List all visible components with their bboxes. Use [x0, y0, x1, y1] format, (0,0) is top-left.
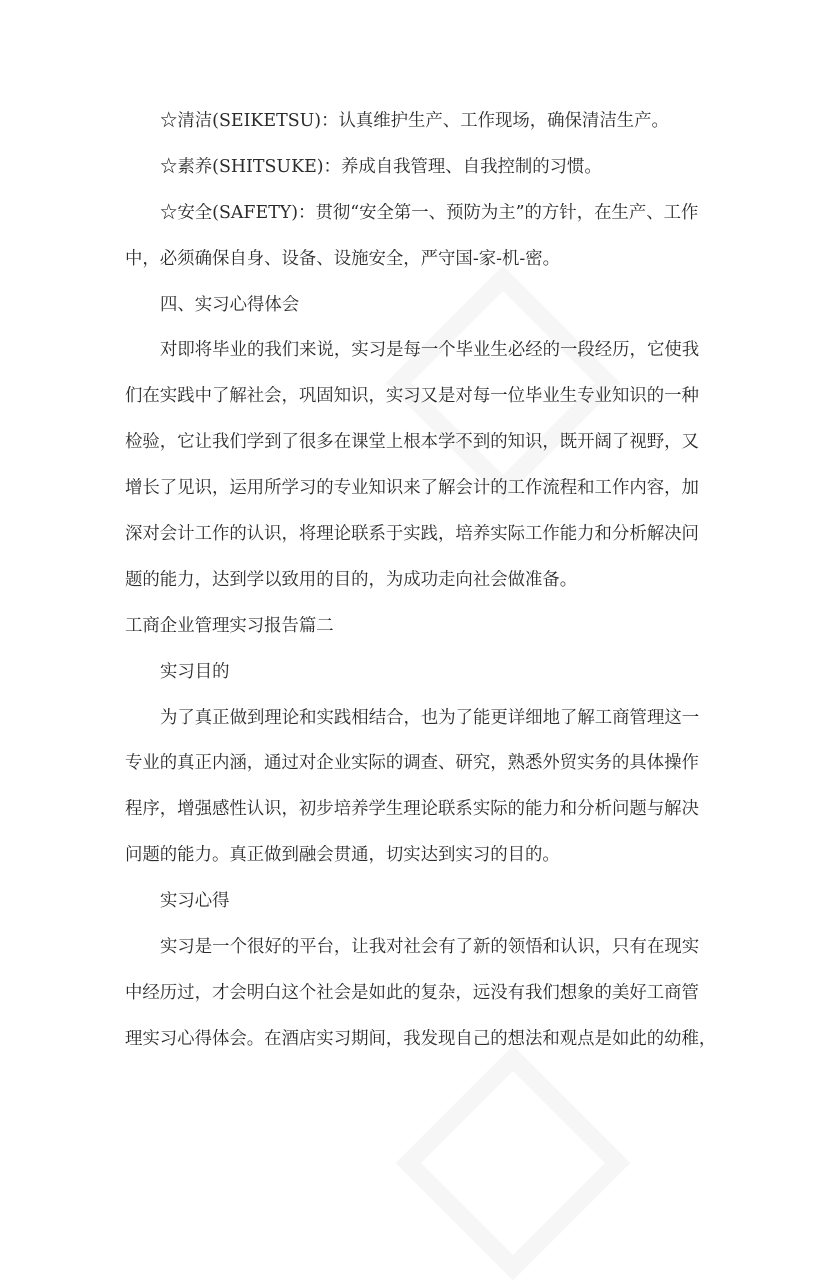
text-line: 工商企业管理实习报告篇二 [125, 615, 334, 636]
paragraph [125, 283, 725, 329]
paragraph [125, 191, 725, 283]
text-line: ☆素养(SHITSUKE)：养成自我管理、自我控制的习惯。 [160, 156, 602, 177]
document-page [125, 99, 725, 1063]
text-line: 们在实践中了解社会，巩固知识，实习又是对每一位毕业生专业知识的一种 [125, 386, 699, 407]
text-line: 增长了见识，运用所学习的专业知识来了解会计的工作流程和工作内容，加 [125, 478, 699, 499]
text-line: 中，必须确保自身、设备、设施安全，严守国-家-机-密。 [125, 248, 561, 269]
paragraph [125, 145, 725, 191]
text-line: 中经历过，才会明白这个社会是如此的复杂，远没有我们想象的美好工商管 [125, 982, 699, 1003]
text-line: 为了真正做到理论和实践相结合，也为了能更详细地了解工商管理这一 [160, 707, 700, 728]
watermark-logo [396, 1046, 631, 1280]
text-line: 问题的能力。真正做到融会贯通，切实达到实习的目的。 [125, 845, 560, 866]
text-line: 深对会计工作的认识，将理论联系于实践，培养实际工作能力和分析解决问 [125, 524, 699, 545]
text-line: 四、实习心得体会 [160, 294, 300, 315]
paragraph [125, 925, 725, 1063]
text-line: 专业的真正内涵，通过对企业实际的调查、研究，熟悉外贸实务的具体操作 [125, 753, 699, 774]
paragraph [125, 99, 725, 145]
text-line: ☆安全(SAFETY)：贯彻“安全第一、预防为主”的方针，在生产、工作 [160, 202, 699, 223]
paragraph [125, 650, 725, 696]
text-line: 理实习心得体会。在酒店实习期间，我发现自己的想法和观点是如此的幼稚， [125, 1028, 717, 1049]
text-line: 检验，它让我们学到了很多在课堂上根本学不到的知识，既开阔了视野，又 [125, 432, 699, 453]
paragraph [125, 604, 725, 650]
text-line: 程序，增强感性认识，初步培养学生理论联系实际的能力和分析问题与解决 [125, 799, 699, 820]
paragraph [125, 696, 725, 880]
text-line: 实习目的 [160, 661, 230, 682]
text-line: 题的能力，达到学以致用的目的，为成功走向社会做准备。 [125, 569, 578, 590]
text-line: 对即将毕业的我们来说，实习是每一个毕业生必经的一段经历，它使我 [160, 340, 700, 361]
text-line: 实习心得 [160, 891, 230, 912]
paragraph [125, 879, 725, 925]
text-line: ☆清洁(SEIKETSU)：认真维护生产、工作现场，确保清洁生产。 [160, 111, 669, 131]
text-line: 实习是一个很好的平台，让我对社会有了新的领悟和认识，只有在现实 [160, 937, 700, 958]
paragraph [125, 328, 725, 603]
